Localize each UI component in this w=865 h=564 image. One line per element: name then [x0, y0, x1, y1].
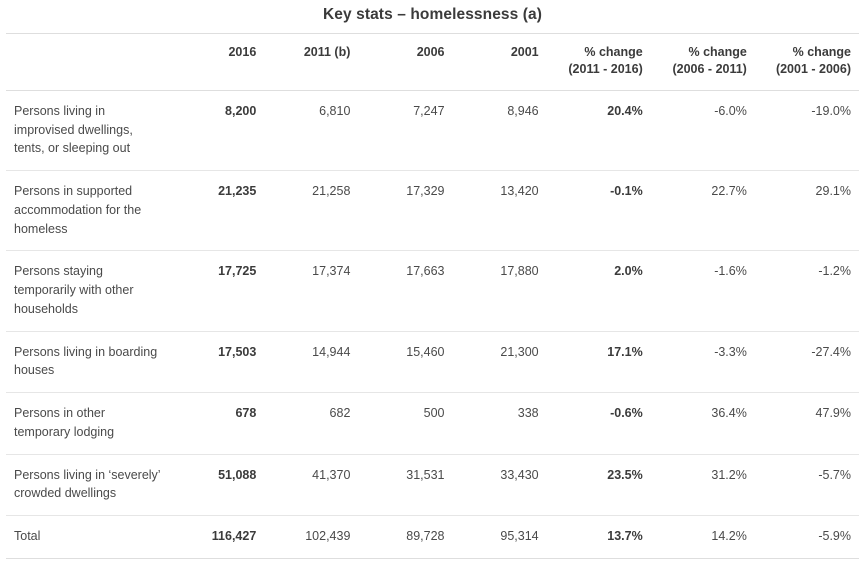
cell-change-2011-2016: -0.1% [547, 171, 651, 251]
cell-change-2011-2016: 23.5% [547, 454, 651, 516]
cell-change-2006-2011: -1.6% [651, 251, 755, 331]
cell-change-2006-2011: -6.0% [651, 90, 755, 170]
table-header-row [6, 34, 859, 91]
cell-change-2006-2011: 31.2% [651, 454, 755, 516]
cell-2011: 21,258 [264, 171, 358, 251]
row-label: Total [6, 516, 170, 559]
table-row [6, 251, 859, 331]
cell-2016: 17,725 [170, 251, 264, 331]
column-header-2006: 2006 [358, 34, 452, 91]
column-header-2016: 2016 [170, 34, 264, 91]
cell-change-2001-2006: -19.0% [755, 90, 859, 170]
cell-2006: 31,531 [358, 454, 452, 516]
cell-2006: 500 [358, 393, 452, 455]
homelessness-key-stats-table [6, 33, 859, 559]
cell-change-2001-2006: 29.1% [755, 171, 859, 251]
cell-change-2011-2016: 2.0% [547, 251, 651, 331]
table-row [6, 331, 859, 393]
cell-change-2006-2011: 14.2% [651, 516, 755, 559]
cell-change-2006-2011: 22.7% [651, 171, 755, 251]
cell-2011: 102,439 [264, 516, 358, 559]
cell-2001: 17,880 [453, 251, 547, 331]
cell-2006: 15,460 [358, 331, 452, 393]
table-row [6, 171, 859, 251]
cell-2001: 8,946 [453, 90, 547, 170]
cell-change-2006-2011: -3.3% [651, 331, 755, 393]
table-row [6, 454, 859, 516]
row-label: Persons living in ‘severely’ crowded dwellings [6, 454, 170, 516]
table-row-total [6, 516, 859, 559]
cell-2006: 89,728 [358, 516, 452, 559]
cell-2006: 17,663 [358, 251, 452, 331]
cell-change-2001-2006: -5.7% [755, 454, 859, 516]
cell-2016: 21,235 [170, 171, 264, 251]
cell-2011: 14,944 [264, 331, 358, 393]
cell-change-2011-2016: 20.4% [547, 90, 651, 170]
cell-change-2001-2006: -1.2% [755, 251, 859, 331]
table-row [6, 393, 859, 455]
cell-change-2011-2016: -0.6% [547, 393, 651, 455]
cell-2016: 8,200 [170, 90, 264, 170]
cell-change-2001-2006: -5.9% [755, 516, 859, 559]
column-header-change-2011-2016: % change (2011 - 2016) [547, 34, 651, 91]
cell-2011: 682 [264, 393, 358, 455]
row-label: Persons living in improvised dwellings, tents, or sleeping out [6, 90, 170, 170]
column-header-2001: 2001 [453, 34, 547, 91]
cell-2016: 17,503 [170, 331, 264, 393]
cell-change-2006-2011: 36.4% [651, 393, 755, 455]
row-label: Persons staying temporarily with other households [6, 251, 170, 331]
table-body [6, 90, 859, 558]
cell-2001: 338 [453, 393, 547, 455]
cell-change-2001-2006: -27.4% [755, 331, 859, 393]
cell-2006: 17,329 [358, 171, 452, 251]
column-header-2011: 2011 (b) [264, 34, 358, 91]
cell-2001: 13,420 [453, 171, 547, 251]
column-header-change-2006-2011: % change (2006 - 2011) [651, 34, 755, 91]
cell-2011: 41,370 [264, 454, 358, 516]
cell-2011: 6,810 [264, 90, 358, 170]
table-row [6, 90, 859, 170]
cell-2001: 33,430 [453, 454, 547, 516]
column-header-label [6, 34, 170, 91]
cell-change-2011-2016: 13.7% [547, 516, 651, 559]
column-header-change-2001-2006: % change (2001 - 2006) [755, 34, 859, 91]
table-header [6, 34, 859, 91]
row-label: Persons in supported accommodation for the homeless [6, 171, 170, 251]
row-label: Persons in other temporary lodging [6, 393, 170, 455]
cell-2016: 51,088 [170, 454, 264, 516]
cell-2001: 95,314 [453, 516, 547, 559]
cell-2006: 7,247 [358, 90, 452, 170]
cell-2001: 21,300 [453, 331, 547, 393]
page-title: Key stats – homelessness (a) [322, 6, 543, 23]
row-label: Persons living in boarding houses [6, 331, 170, 393]
cell-2016: 678 [170, 393, 264, 455]
cell-change-2001-2006: 47.9% [755, 393, 859, 455]
cell-change-2011-2016: 17.1% [547, 331, 651, 393]
cell-2016: 116,427 [170, 516, 264, 559]
cell-2011: 17,374 [264, 251, 358, 331]
